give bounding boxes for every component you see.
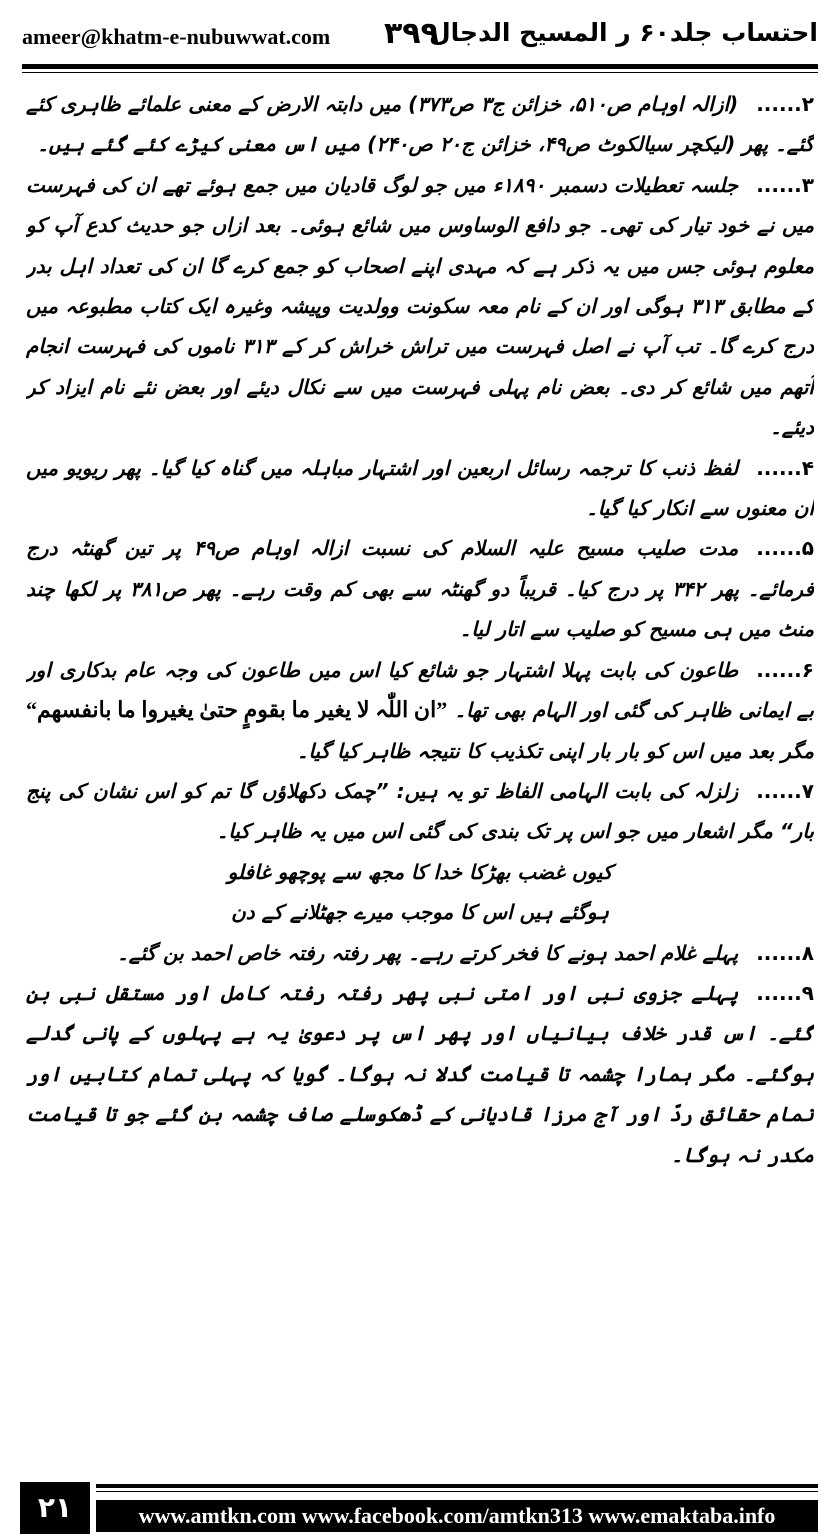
- paragraph-text: پہلے غلام احمد ہونے کا فخر کرتے رہے۔ پھر رفتہ رفتہ خاص احمد بن گئے۔: [117, 940, 739, 965]
- page-body: [26, 84, 814, 1462]
- footer-page-badge: ۲۱: [20, 1482, 90, 1534]
- paragraph-text: (ازالہ اوہام ص۵۱۰، خزائن ج۳ ص۳۷۳) میں دابتہ الارض کے معنی علمائے ظاہری کئے گئے۔ پھر (لیکچر سیالکوٹ ص۴۹، خزائن ج۲۰ ص۲۴۰) میں اس معنی کیڑے کئے گئے ہیں۔: [26, 92, 814, 157]
- paragraph-text: مدت صلیب مسیح علیہ السلام کی نسبت ازالہ اوہام ص۴۹ پر تین گھنٹہ درج فرمائے۔ پھر ۳۴۲ پر درج کیا۔ قریباً دو گھنٹہ سے بھی کم وقت رہے۔ پھر ص۳۸۱ پر لکھا چند منٹ میں ہی مسیح کو صلیب سے اتار لیا۔: [26, 536, 814, 642]
- page-footer: [0, 1478, 840, 1534]
- footer-urls: www.amtkn.com www.facebook.com/amtkn313 www.emaktaba.info: [96, 1500, 818, 1532]
- paragraph-item-2: [26, 84, 814, 165]
- header-rule-thick: [22, 64, 818, 69]
- paragraph-item-6: [26, 650, 814, 771]
- item-number: ۴......: [756, 455, 814, 480]
- item-number: ۸......: [756, 940, 814, 965]
- paragraph-item-7: [26, 771, 814, 852]
- header-rule-thin: [22, 72, 818, 73]
- item-number: ۲......: [756, 92, 814, 116]
- verse-line-2: ہوگئے ہیں اس کا موجب میرے جھٹلانے کے دن: [231, 900, 609, 925]
- item-number: ۳......: [756, 172, 814, 197]
- paragraph-item-8: [26, 933, 814, 973]
- header-book-title: احتساب جلد۶۰ ر المسیح الدجال: [428, 18, 818, 47]
- paragraph-item-5: [26, 528, 814, 649]
- item-number: ۵......: [756, 536, 814, 561]
- paragraph-text: لفظ ذنب کا ترجمہ رسائل اربعین اور اشتہار مباہلہ میں گناہ کیا گیا۔ پھر ریویو میں ان معنوں سے انکار کیا گیا۔: [26, 455, 814, 521]
- paragraph-text: پہلے جزوی نبی اور امتی نبی پھر رفتہ رفتہ کامل اور مستقل نبی بن گئے۔ اس قدر خلاف بیانیاں اور پھر اس پر دعویٰ یہ ہے پہلوں کے پانی گدلے ہوگئے۔ مگر ہمارا چشمہ تا قیامت گدلا نہ ہوگا۔ گویا کہ پہلی تمام کتابیں اور تمام حقائق ردّ اور آج مرزا قادیانی کے ڈھکوسلے صاف چشمہ بن گئے جو تا قیامت مکدر نہ ہوگا۔: [26, 980, 814, 1167]
- paragraph-text: زلزلہ کی بابت الہامی الفاظ تو یہ ہیں: ”چمک دکھلاؤں گا تم کو اس نشان کی پنج بار“ مگر اشعار میں جو اس پر تک بندی کی گئی اس میں یہ ظاہر کیا۔: [26, 778, 814, 844]
- verse-line-1: کیوں غضب بھڑکا خدا کا مجھ سے پوچھو غافلو: [227, 859, 613, 884]
- paragraph-item-9: [26, 973, 814, 1175]
- paragraph-text-after: مگر بعد میں اس کو بار بار اپنی تکذیب کا نتیجہ ظاہر کیا گیا۔: [296, 738, 814, 763]
- paragraph-item-4: [26, 448, 814, 529]
- item-number: ۷......: [756, 778, 814, 803]
- header-page-number: ۳۹۹: [384, 16, 439, 51]
- footer-rule-thin: [96, 1491, 818, 1492]
- paragraph-text: جلسہ تعطیلات دسمبر ۱۸۹۰ء میں جو لوگ قادیان میں جمع ہوئے تھے ان کی فہرست میں نے خود تیار کی تھی۔ جو دافع الوساوس میں شائع ہوئی۔ بعد ازاں جو حدیث کدع آپ کو معلوم ہوئی جس میں یہ ذکر ہے کہ مہدی اپنے اصحاب کو جمع کرے گا ان کی تعداد اہل بدر کے مطابق ۳۱۳ ہوگی اور ان کے نام معہ سکونت وولدیت وپیشہ وغیرہ ایک کتاب مطبوعہ میں درج کرے گا۔ تب آپ نے اصل فہرست میں تراش خراش کر کے ۳۱۳ ناموں کی فہرست انجام آتھم میں شائع کر دی۔ بعض نام پہلی فہرست میں سے نکال دیئے اور بعض نئے نام ایزاد کر دیئے۔: [26, 172, 814, 440]
- arabic-quote: ”ان اللّٰہ لا یغیر ما بقومٍ حتیٰ یغیروا ما بانفسھم“: [26, 697, 448, 723]
- header-email: ameer@khatm-e-nubuwwat.com: [22, 24, 331, 49]
- footer-rule-thick: [96, 1484, 818, 1488]
- item-number: ۹......: [756, 980, 814, 1005]
- paragraph-text: طاعون کی بابت پہلا اشتہار جو شائع کیا اس میں طاعون کی وجہ عام بدکاری اور بے ایمانی ظاہر کی گئی اور الہام بھی تھا۔: [26, 657, 814, 723]
- paragraph-item-3: [26, 165, 814, 448]
- item-number: ۶......: [756, 657, 814, 682]
- page-header: [22, 14, 818, 58]
